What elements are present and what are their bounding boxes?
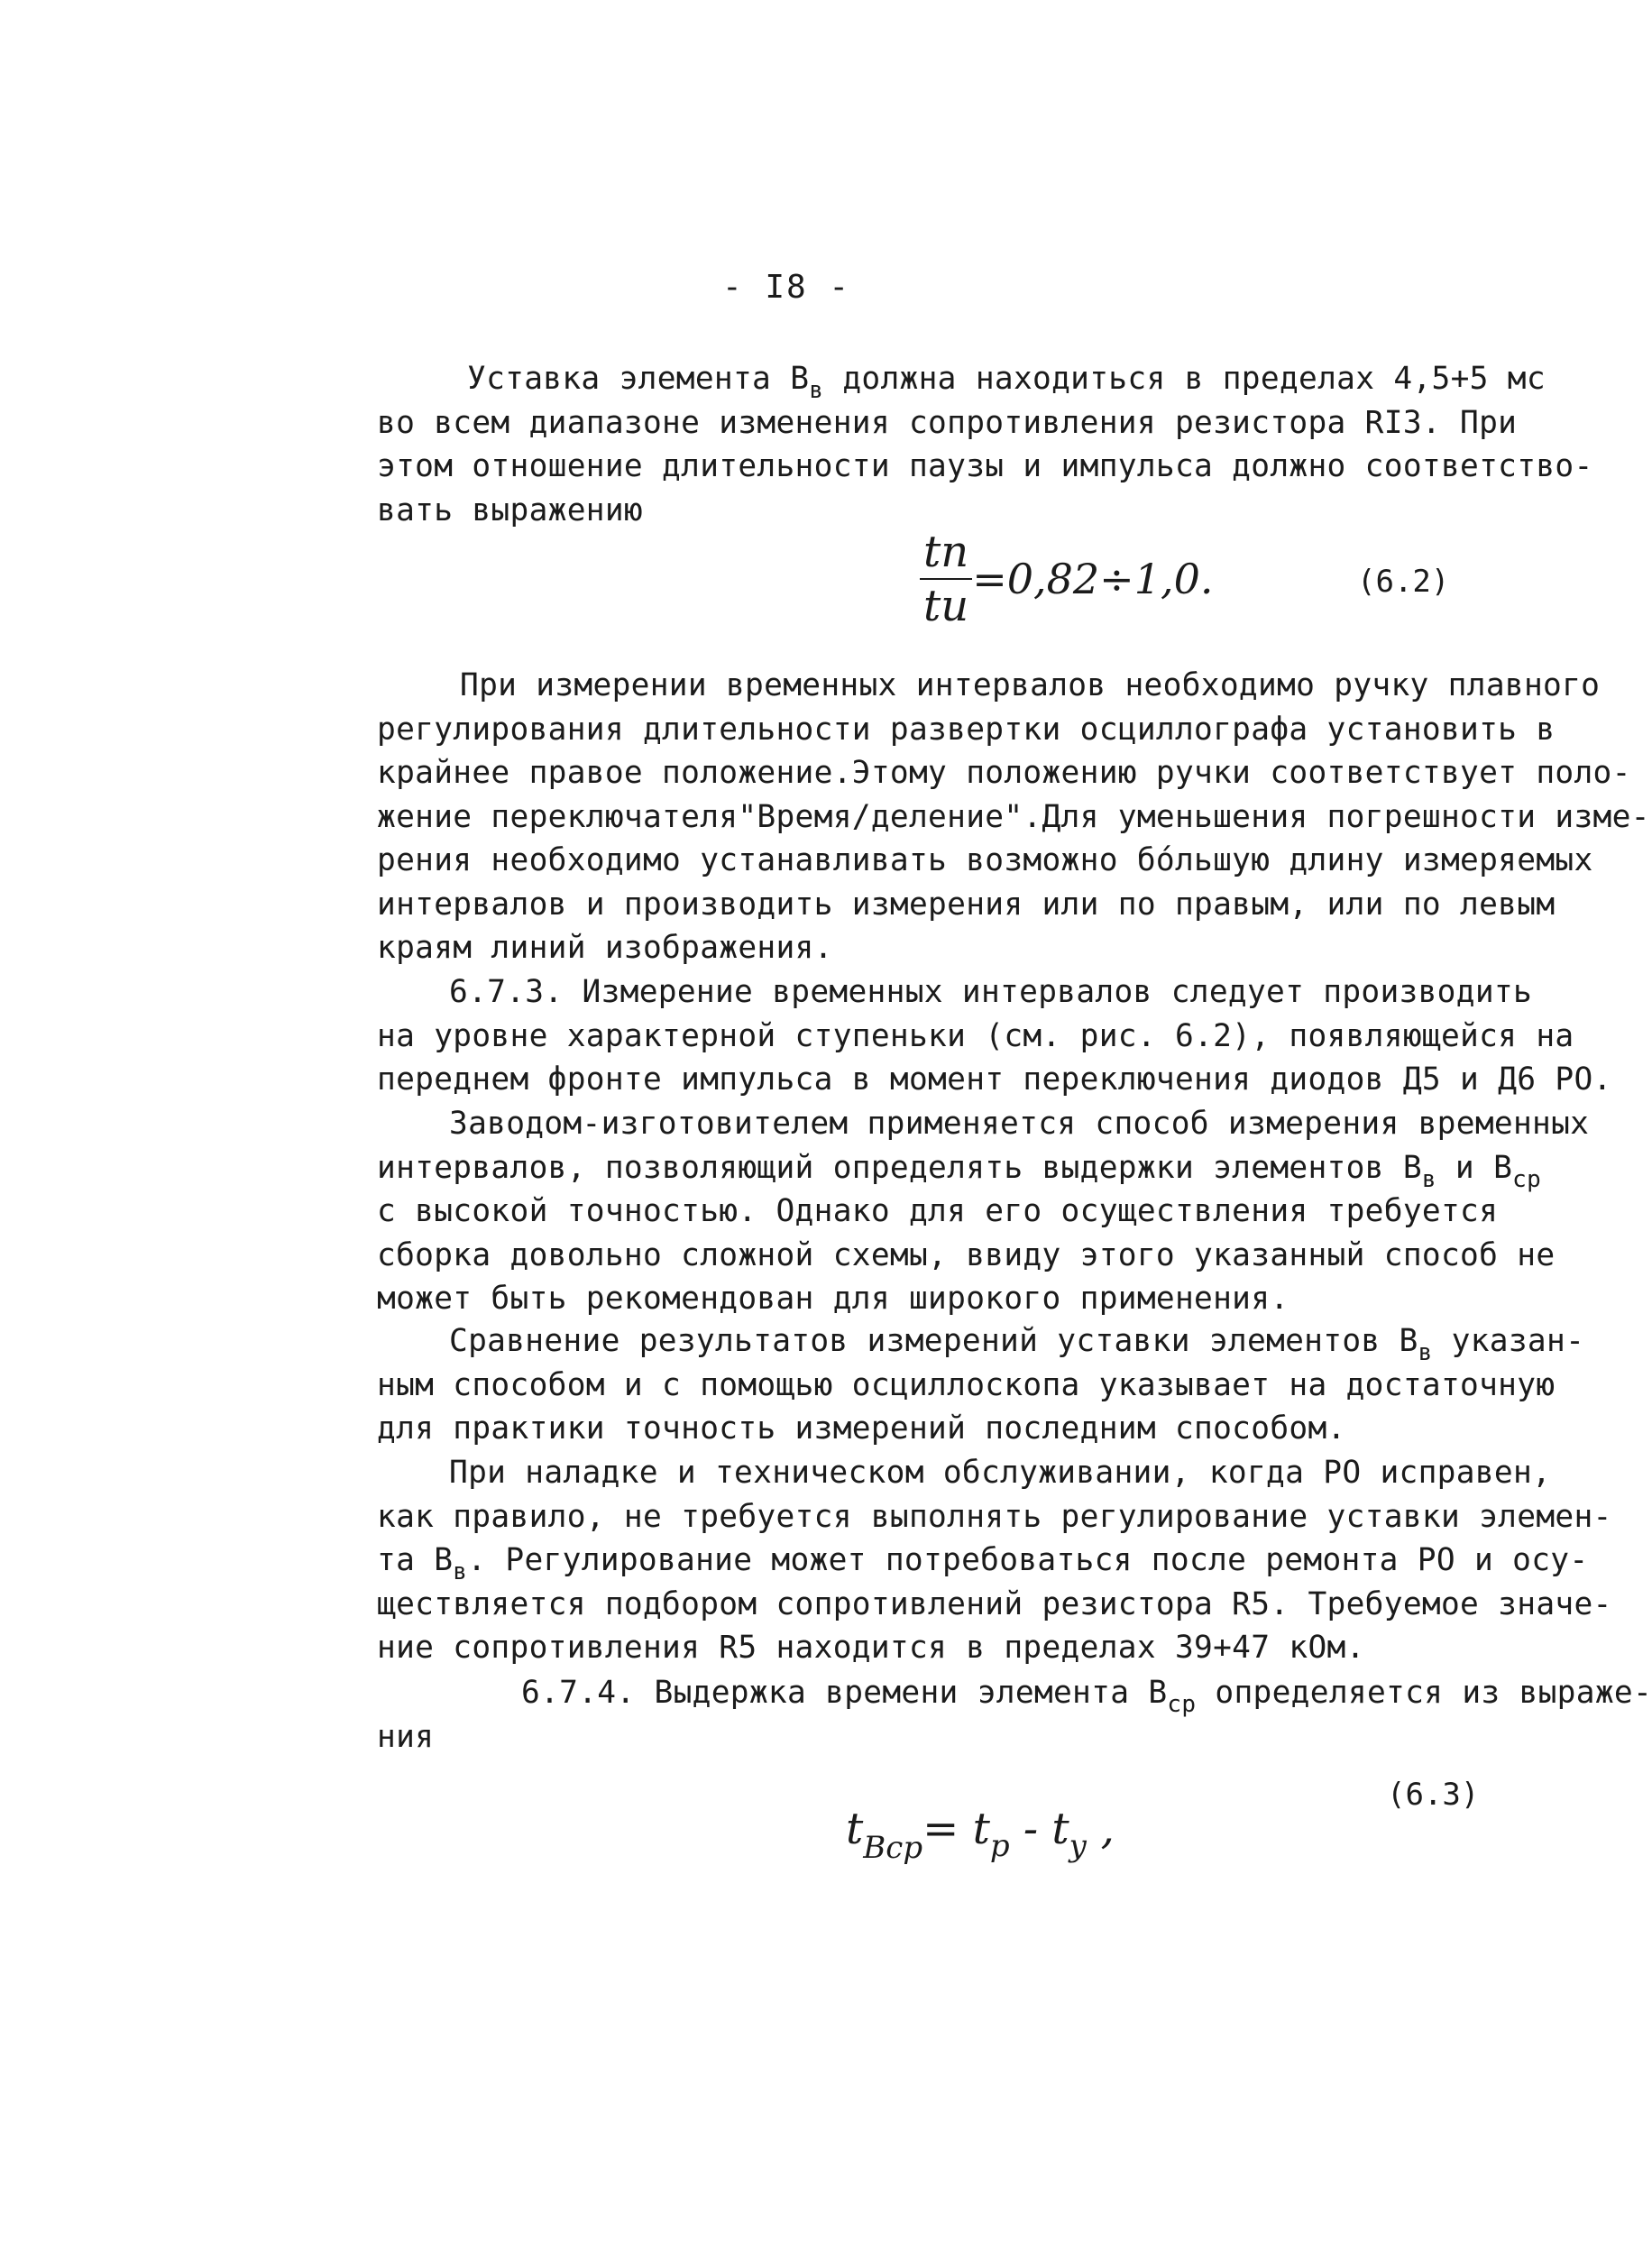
paragraph-2-line-4: жение переключателя"Время/деление".Для уменьшения погрешности изме- [377,798,1650,835]
formula-6-2-numerator: tп [923,527,969,577]
paragraph-1-line-1: Уставка элемента $В_в$ должна находиться в пределах 4,5+5 мс [467,361,1546,404]
paragraph-2-line-3: крайнее правое положение.Этому положению ручки соответствует поло- [377,755,1631,791]
paragraph-4-line-3: с высокой точностью. Однако для его осуществления требуется [377,1193,1499,1229]
formula-6-3: $t_{Вср}= t_р - t_у$ , [846,1804,1115,1866]
paragraph-5 [377,1319,1585,1451]
paragraph-2-line-2: регулирования длительности развертки осциллографа установить в [377,711,1556,748]
paragraph-1-line-4: вать выражению [377,492,643,528]
paragraph-6-line-1: При наладке и техническом обслуживании, когда РО исправен, [449,1455,1552,1491]
paragraph-6-line-2: как правило, не требуется выполнять регулирование уставки элемен- [377,1498,1612,1535]
paragraph-6-line-4: ществляется подбором сопротивлений резистора R5. Требуемое значе- [377,1585,1612,1622]
paragraph-4-line-5: может быть рекомендован для широкого применения. [377,1281,1289,1317]
fraction-bar [920,578,972,580]
paragraph-3 [377,970,1612,1102]
formula-6-2 [920,528,1214,630]
paragraph-4 [377,1102,1590,1321]
paragraph-5-line-2: ным способом и с помощью осциллоскопа указывает на достаточную [377,1366,1556,1403]
paragraph-6-line-5: ние сопротивления R5 находится в пределах 39+47 кОм. [377,1630,1365,1666]
paragraph-7-line-1: 6.7.4. Выдержка времени элемента $В_{ср}$ определяется из выраже- [521,1675,1652,1718]
equation-number-6-2: (6.2) [1357,564,1450,600]
page-number: - I8 - [721,269,851,306]
paragraph-3-line-2: на уровне характерной ступеньки (см. рис. 6.2), появляющейся на [377,1017,1574,1054]
formula-6-3-lhs: t [846,1804,864,1854]
formula-6-2-denominator: tи [923,581,969,631]
formula-6-2-rhs: =0,82÷1,0. [972,555,1214,603]
paragraph-4-line-1: Заводом-изготовителем применяется способ измерения временных [449,1106,1590,1142]
paragraph-6 [377,1451,1612,1670]
paragraph-6-line-3: та $В_в$. Регулирование может потребоваться после ремонта РО и осу- [377,1542,1589,1585]
formula-6-3-rhs-a: = t [922,1804,990,1854]
paragraph-5-line-3: для практики точность измерений последним способом. [377,1410,1346,1447]
paragraph-2-line-1: При измерении временных интервалов необходимо ручку плавного [460,667,1601,703]
paragraph-4-line-2: интервалов, позволяющий определять выдержки элементов $В_в$ и $В_{ср}$ [377,1149,1542,1193]
paragraph-2-line-6: интервалов и производить измерения или по правым, или по левым [377,886,1556,923]
paragraph-3-line-1: 6.7.3. Измерение временных интервалов следует производить [449,974,1533,1010]
formula-6-2-fraction [920,528,972,630]
paragraph-5-line-1: Сравнение результатов измерений уставки элементов $В_в$ указан- [449,1323,1585,1366]
paragraph-3-line-3: переднем фронте импульса в момент переключения диодов Д5 и Д6 РО. [377,1061,1612,1098]
paragraph-2 [377,664,1650,970]
equation-number-6-3: (6.3) [1387,1777,1480,1813]
paragraph-4-line-4: сборка довольно сложной схемы, ввиду этого указанный способ не [377,1236,1556,1273]
paragraph-2-line-7: краям линий изображения. [377,930,833,966]
paragraph-1-line-2: во всем диапазоне изменения сопротивления резистора RI3. При [377,404,1518,441]
formula-6-3-lhs-sub: Вср [863,1830,923,1866]
paragraph-1-line-3: этом отношение длительности паузы и импульса должно соответство- [377,448,1593,484]
paragraph-7-line-2: ния [377,1718,435,1755]
paragraph-1 [377,357,1593,532]
paragraph-2-line-5: рения необходимо устанавливать возможно бóльшую длину измеряемых [377,842,1593,878]
paragraph-7 [377,1671,1652,1759]
